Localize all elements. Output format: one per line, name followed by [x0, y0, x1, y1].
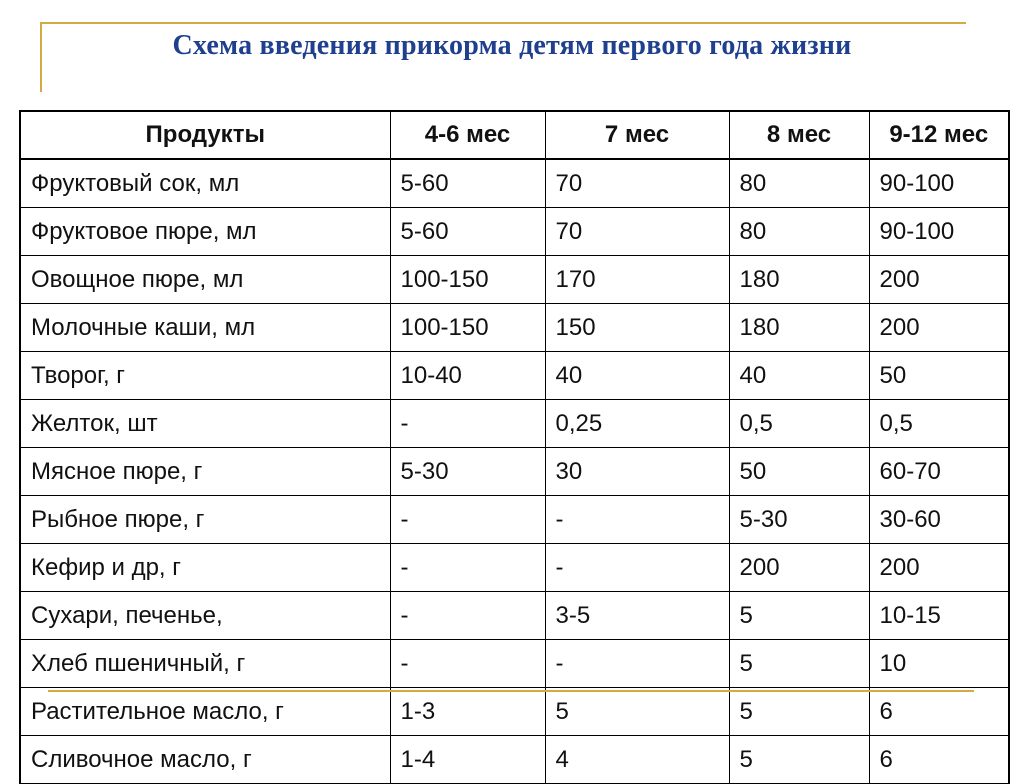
amount-8-months: 80 — [729, 208, 869, 256]
amount-8-months: 5 — [729, 736, 869, 784]
amount-9-12-months: 200 — [869, 256, 1009, 304]
header-7-months: 7 мес — [545, 111, 729, 159]
amount-9-12-months: 200 — [869, 304, 1009, 352]
amount-9-12-months: 90-100 — [869, 208, 1009, 256]
amount-7-months: 5 — [545, 688, 729, 736]
table-row — [20, 304, 1009, 352]
amount-9-12-months: 6 — [869, 688, 1009, 736]
decor-line-top — [40, 22, 966, 24]
header-9-12-months: 9-12 мес — [869, 111, 1009, 159]
amount-7-months: 70 — [545, 159, 729, 208]
amount-4-6-months: 100-150 — [390, 304, 545, 352]
amount-8-months: 200 — [729, 544, 869, 592]
amount-4-6-months: 5-60 — [390, 208, 545, 256]
table-row — [20, 208, 1009, 256]
amount-7-months: 3-5 — [545, 592, 729, 640]
amount-7-months: - — [545, 544, 729, 592]
amount-9-12-months: 6 — [869, 736, 1009, 784]
amount-8-months: 180 — [729, 304, 869, 352]
header-products: Продукты — [20, 111, 390, 159]
amount-4-6-months: 1-3 — [390, 688, 545, 736]
amount-9-12-months: 10-15 — [869, 592, 1009, 640]
header-8-months: 8 мес — [729, 111, 869, 159]
amount-7-months: 40 — [545, 352, 729, 400]
amount-8-months: 40 — [729, 352, 869, 400]
table-row — [20, 640, 1009, 688]
product-name: Желток, шт — [20, 400, 390, 448]
amount-8-months: 5 — [729, 640, 869, 688]
amount-8-months: 80 — [729, 159, 869, 208]
product-name: Овощное пюре, мл — [20, 256, 390, 304]
table-row — [20, 688, 1009, 736]
table-row — [20, 256, 1009, 304]
amount-7-months: 0,25 — [545, 400, 729, 448]
amount-4-6-months: - — [390, 592, 545, 640]
amount-4-6-months: 5-60 — [390, 159, 545, 208]
product-name: Мясное пюре, г — [20, 448, 390, 496]
amount-8-months: 180 — [729, 256, 869, 304]
amount-4-6-months: - — [390, 496, 545, 544]
table-row — [20, 448, 1009, 496]
table-row — [20, 736, 1009, 784]
table-row — [20, 592, 1009, 640]
amount-7-months: 30 — [545, 448, 729, 496]
amount-7-months: - — [545, 496, 729, 544]
amount-9-12-months: 50 — [869, 352, 1009, 400]
amount-7-months: 150 — [545, 304, 729, 352]
product-name: Растительное масло, г — [20, 688, 390, 736]
amount-8-months: 5 — [729, 688, 869, 736]
amount-9-12-months: 10 — [869, 640, 1009, 688]
table-row — [20, 496, 1009, 544]
product-name: Рыбное пюре, г — [20, 496, 390, 544]
amount-4-6-months: - — [390, 544, 545, 592]
product-name: Творог, г — [20, 352, 390, 400]
amount-7-months: 170 — [545, 256, 729, 304]
amount-8-months: 0,5 — [729, 400, 869, 448]
amount-7-months: - — [545, 640, 729, 688]
amount-8-months: 5-30 — [729, 496, 869, 544]
table-row — [20, 544, 1009, 592]
amount-7-months: 70 — [545, 208, 729, 256]
amount-4-6-months: 10-40 — [390, 352, 545, 400]
table-row — [20, 159, 1009, 208]
amount-8-months: 50 — [729, 448, 869, 496]
page-title: Схема введения прикорма детям первого года жизни — [172, 30, 852, 61]
product-name: Сливочное масло, г — [20, 736, 390, 784]
product-name: Молочные каши, мл — [20, 304, 390, 352]
amount-9-12-months: 30-60 — [869, 496, 1009, 544]
feeding-table — [19, 110, 1010, 784]
amount-9-12-months: 60-70 — [869, 448, 1009, 496]
amount-4-6-months: - — [390, 640, 545, 688]
amount-4-6-months: 5-30 — [390, 448, 545, 496]
table-row — [20, 352, 1009, 400]
decor-line-bottom — [48, 690, 974, 692]
amount-7-months: 4 — [545, 736, 729, 784]
amount-8-months: 5 — [729, 592, 869, 640]
product-name: Сухари, печенье, — [20, 592, 390, 640]
product-name: Хлеб пшеничный, г — [20, 640, 390, 688]
product-name: Кефир и др, г — [20, 544, 390, 592]
product-name: Фруктовый сок, мл — [20, 159, 390, 208]
table-header-row — [20, 111, 1009, 159]
product-name: Фруктовое пюре, мл — [20, 208, 390, 256]
amount-4-6-months: 1-4 — [390, 736, 545, 784]
amount-4-6-months: 100-150 — [390, 256, 545, 304]
amount-9-12-months: 200 — [869, 544, 1009, 592]
table-row — [20, 400, 1009, 448]
amount-4-6-months: - — [390, 400, 545, 448]
header-4-6-months: 4-6 мес — [390, 111, 545, 159]
amount-9-12-months: 90-100 — [869, 159, 1009, 208]
amount-9-12-months: 0,5 — [869, 400, 1009, 448]
